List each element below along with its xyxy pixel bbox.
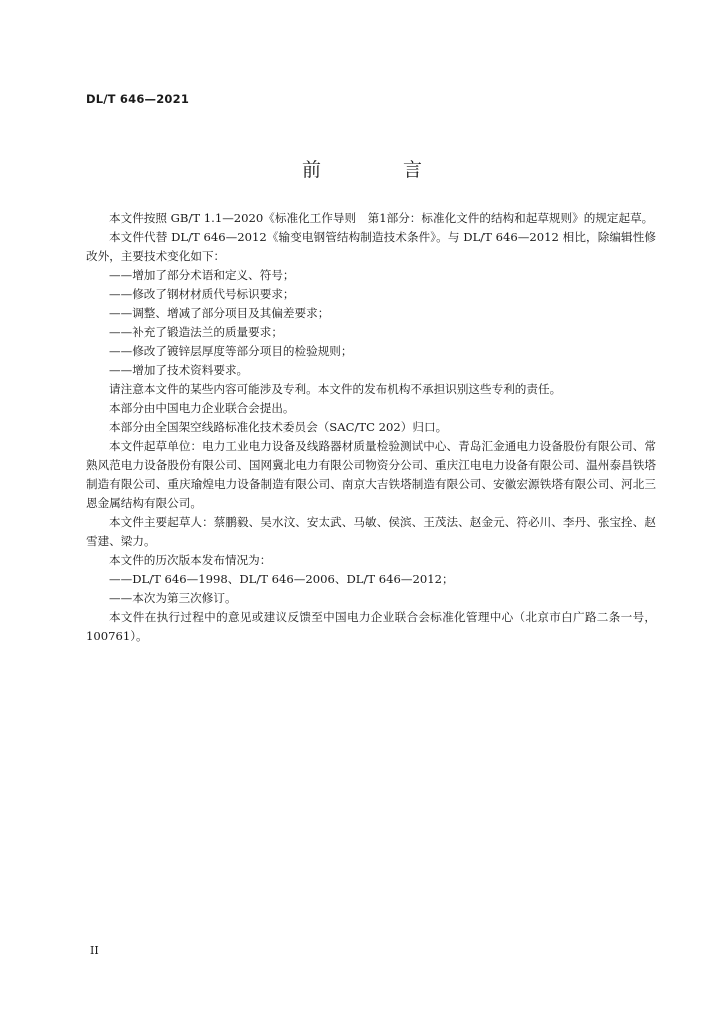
list-item-change: ——增加了部分术语和定义、符号； <box>109 268 295 282</box>
paragraph-replacement: 本文件代替 DL/T 646—2012《输变电钢管结构制造技术条件》。与 DL/T 646—2012 相比，除编辑性修改外，主要技术变化如下： <box>86 230 656 263</box>
paragraph-committee: 本部分由全国架空线路标准化技术委员会（SAC/TC 202）归口。 <box>109 420 448 434</box>
paragraph-drafting-units: 本文件起草单位：电力工业电力设备及线路器材质量检验测试中心、青岛汇金通电力设备股份有限公司、常熟风范电力设备股份有限公司、国网冀北电力有限公司物资分公司、重庆江电电力设备有限公司、温州泰昌铁塔制造有限公司、重庆瑜煌电力设备制造有限公司、南京大吉铁塔制造有限公司、安徽宏源铁塔有限公司、河北三恩金属结构有限公司。 <box>86 439 656 510</box>
list-item-history: ——DL/T 646—1998、DL/T 646—2006、DL/T 646—2012； <box>109 572 454 586</box>
foreword-body <box>86 209 656 646</box>
paragraph-drafters: 本文件主要起草人：蔡鹏毅、吴水汶、安太武、马敏、侯滨、王茂法、赵金元、符必川、李丹、张宝拴、赵雪建、梁力。 <box>86 515 656 548</box>
list-item-change: ——修改了镀锌层厚度等部分项目的检验规则； <box>109 344 353 358</box>
list-item-change: ——调整、增减了部分项目及其偏差要求； <box>109 306 330 320</box>
list-item-history: ——本次为第三次修订。 <box>109 591 237 605</box>
list-item-change: ——修改了钢材材质代号标识要求； <box>109 287 295 301</box>
paragraph-patent-notice: 请注意本文件的某些内容可能涉及专利。本文件的发布机构不承担识别这些专利的责任。 <box>109 382 562 396</box>
list-item-change: ——补充了锻造法兰的质量要求； <box>109 325 283 339</box>
list-item-change: ——增加了技术资料要求。 <box>109 363 249 377</box>
paragraph-proposer: 本部分由中国电力企业联合会提出。 <box>109 401 295 415</box>
paragraph-drafting-rules: 本文件按照 GB/T 1.1—2020《标准化工作导则 第1部分：标准化文件的结构和起草规则》的规定起草。 <box>109 211 654 225</box>
paragraph-feedback: 本文件在执行过程中的意见或建议反馈至中国电力企业联合会标准化管理中心（北京市白广路二条一号，100761）。 <box>86 610 656 643</box>
paragraph-history-intro: 本文件的历次版本发布情况为： <box>109 553 272 567</box>
standard-code: DL/T 646—2021 <box>86 92 190 106</box>
page-title: 前 言 <box>301 159 461 181</box>
page-number: II <box>90 944 99 957</box>
